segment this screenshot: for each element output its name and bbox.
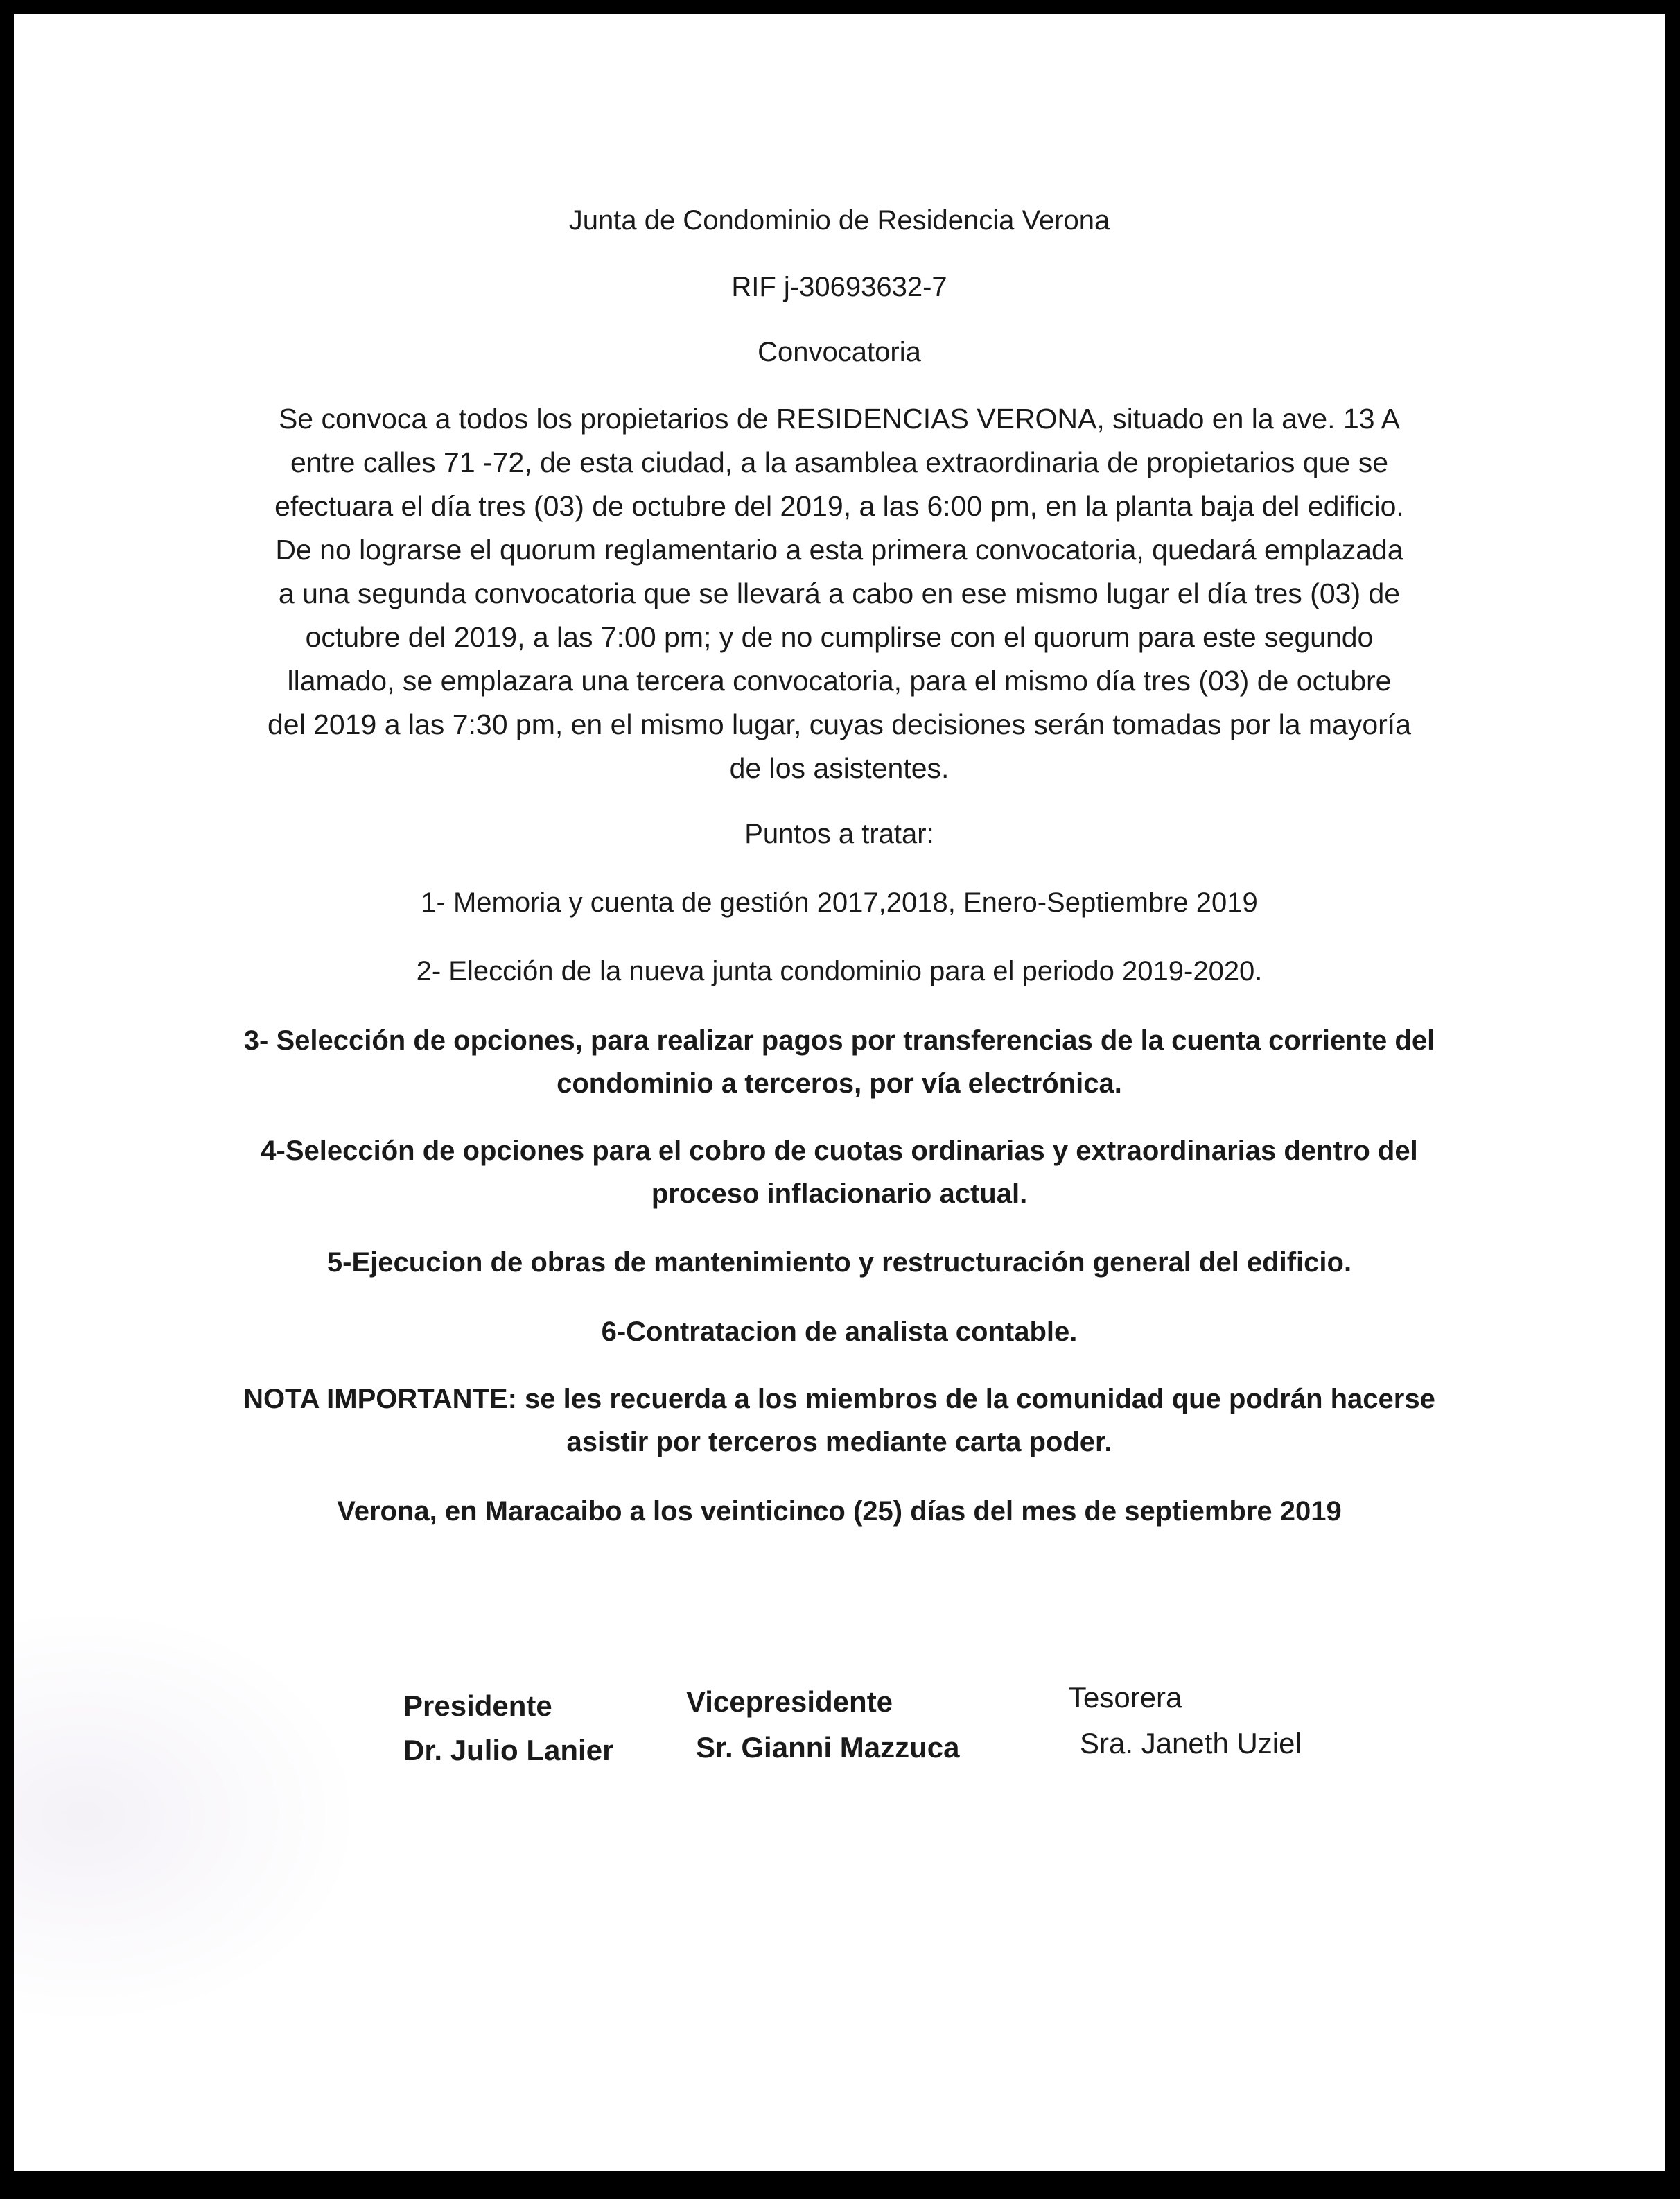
point-4: 4-Selección de opciones para el cobro de cuotas ordinarias y extraordinarias dentro del (261, 1136, 1418, 1166)
document-page (14, 14, 1665, 2171)
point-2: 2- Elección de la nueva junta condominio para el periodo 2019-2020. (416, 956, 1263, 986)
body-line: a una segunda convocatoria que se llevará a cabo en ese mismo lugar el día tres (03) de (278, 577, 1401, 609)
point-6: 6-Contratacion de analista contable. (601, 1316, 1078, 1347)
body-line: entre calles 71 -72, de esta ciudad, a la asamblea extraordinaria de propietarios que se (290, 446, 1389, 478)
note-text: se les recuerda a los miembros de la comunidad que podrán hacerse (516, 1384, 1435, 1414)
rif-line: RIF j-30693632-7 (731, 272, 947, 302)
signature-name-treasurer: Sra. Janeth Uziel (1080, 1727, 1302, 1759)
body-line: octubre del 2019, a las 7:00 pm; y de no cumplirse con el quorum para este segundo (305, 621, 1374, 653)
body-line: llamado, se emplazara una tercera convocatoria, para el mismo día tres (03) de octubre (287, 665, 1392, 697)
point-1: 1- Memoria y cuenta de gestión 2017,2018, Enero-Septiembre 2019 (421, 887, 1258, 918)
signature-name-vicepresident: Sr. Gianni Mazzuca (696, 1731, 960, 1764)
body-line: Se convoca a todos los propietarios de RESIDENCIAS VERONA, situado en la ave. 13 A (278, 403, 1401, 435)
body-line: de los asistentes. (729, 752, 950, 784)
note-label: NOTA IMPORTANTE: (243, 1384, 517, 1414)
signature-name-president: Dr. Julio Lanier (403, 1734, 614, 1766)
signature-role-president: Presidente (403, 1689, 552, 1722)
point-3: 3- Selección de opciones, para realizar pagos por transferencias de la cuenta corriente del (243, 1025, 1435, 1056)
scan-smudge (14, 1608, 360, 2024)
body-line: De no lograrse el quorum reglamentario a esta primera convocatoria, quedará emplazada (275, 534, 1403, 566)
point-5: 5-Ejecucion de obras de mantenimiento y restructuración general del edificio. (326, 1247, 1352, 1278)
important-note (14, 1381, 1665, 1417)
important-note-cont: asistir por terceros mediante carta poder. (566, 1427, 1112, 1457)
closing-line: Verona, en Maracaibo a los veinticinco (25) días del mes de septiembre 2019 (337, 1496, 1342, 1527)
body-line: del 2019 a las 7:30 pm, en el mismo lugar, cuyas decisiones serán tomadas por la mayoría (268, 709, 1411, 740)
signature-role-treasurer: Tesorera (1069, 1681, 1182, 1714)
document-title: Convocatoria (758, 337, 921, 367)
points-heading: Puntos a tratar: (744, 819, 934, 849)
org-heading: Junta de Condominio de Residencia Verona (568, 205, 1110, 236)
body-line: efectuara el día tres (03) de octubre del 2019, a las 6:00 pm, en la planta baja del edificio. (274, 490, 1404, 522)
point-4-cont: proceso inflacionario actual. (651, 1179, 1028, 1209)
point-3-cont: condominio a terceros, por vía electrónica. (557, 1068, 1122, 1099)
signature-role-vicepresident: Vicepresidente (686, 1685, 893, 1718)
